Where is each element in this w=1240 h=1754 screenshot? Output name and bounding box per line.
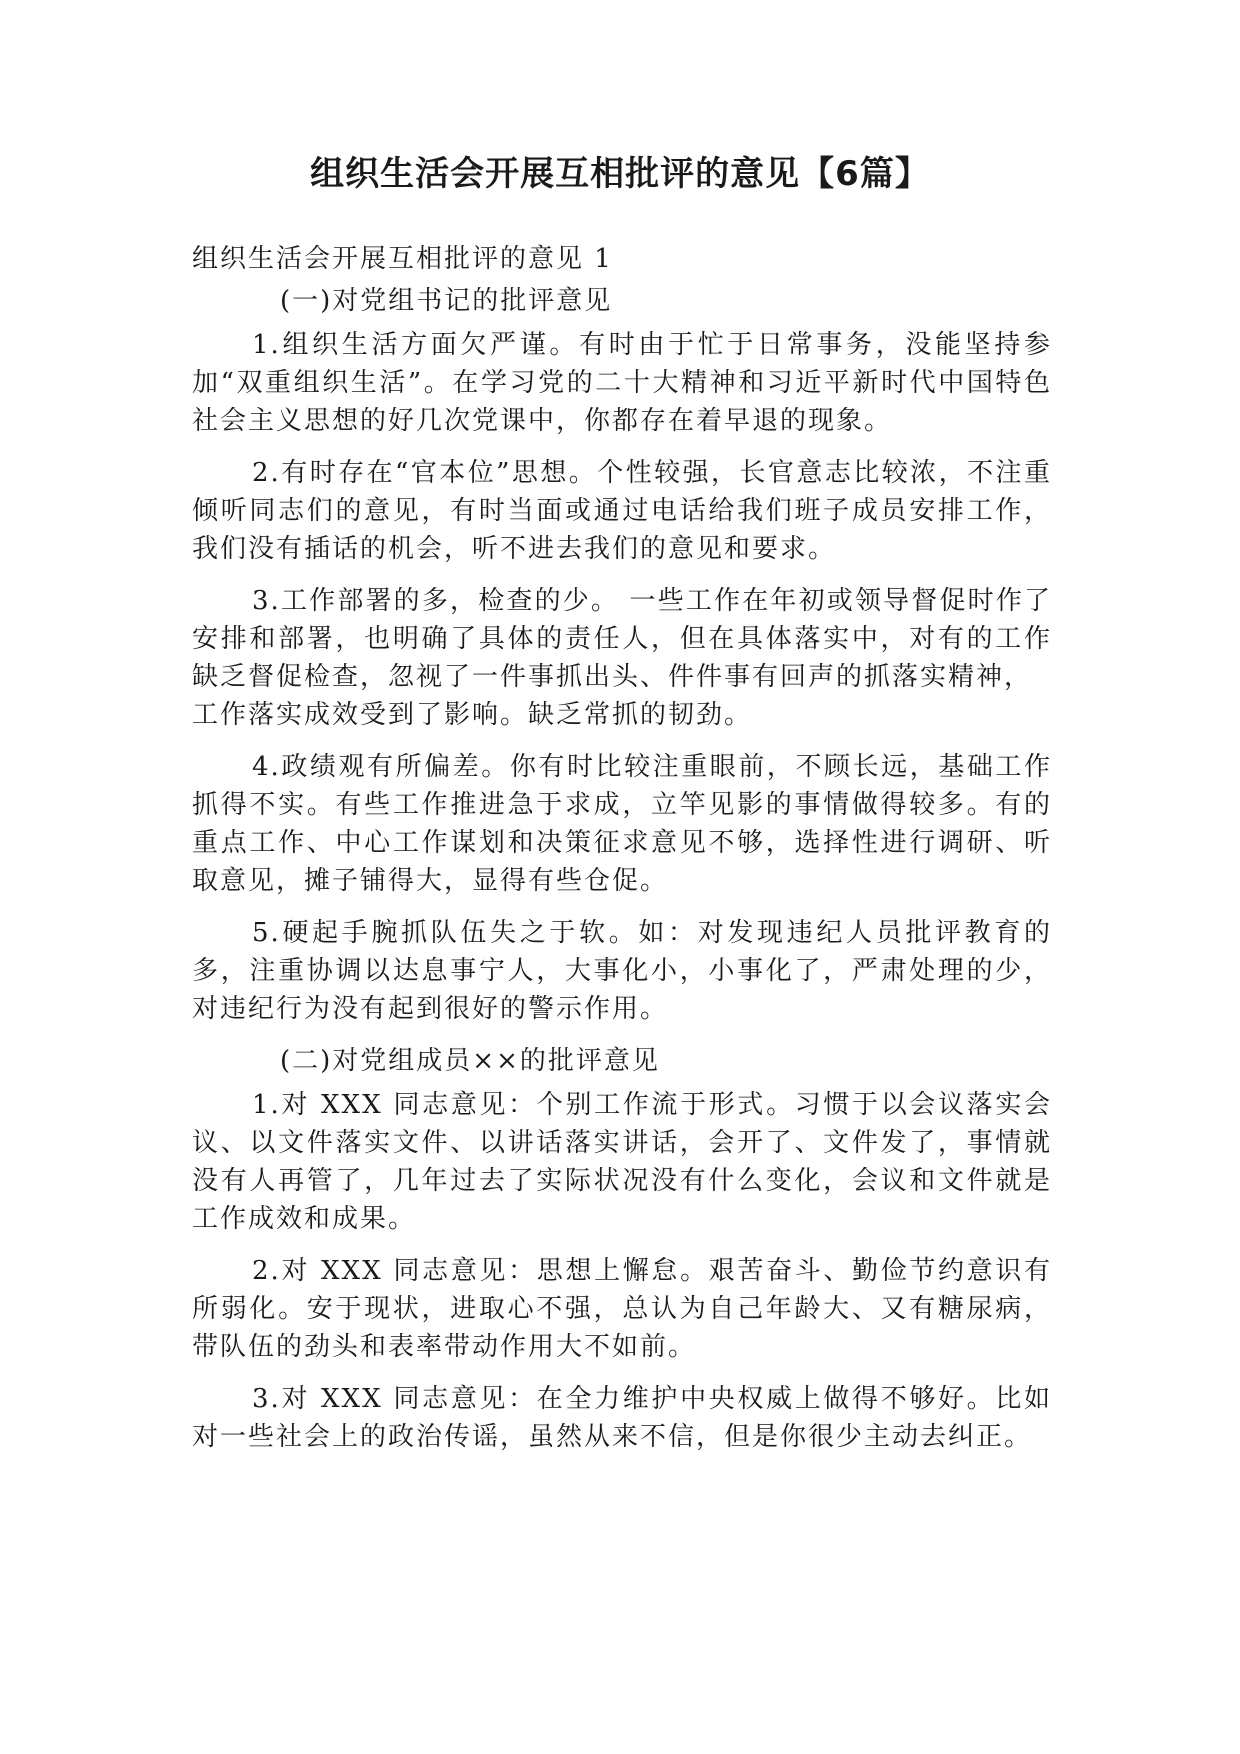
paragraph: 3.工作部署的多，检查的少。 一些工作在年初或领导督促时作了安排和部署，也明确了具体的责任人，但在具体落实中，对有的工作缺乏督促检查，忽视了一件事抓出头、件件事有回声的抓落实精神， [192, 586, 1052, 692]
section-heading-1: (一)对党组书记的批评意见 [280, 286, 613, 316]
paragraph: 1.组织生活方面欠严谨。有时由于忙于日常事务，没能坚持参加“双重组织生活”。在学习党的二十大精神和习近平新时代中国特色社会主义思想的好几次党课中，你都存在着早退的现象。 [192, 330, 1052, 436]
paragraph: 4.政绩观有所偏差。你有时比较注重眼前，不顾长远，基础工作抓得不实。有些工作推进急于求成，立竿见影的事情做得较多。有的重点工作、中心工作谋划和决策征求意见不够，选择性进行调研、听取意见，摊子铺得大，显得有些仓促。 [192, 752, 1052, 896]
document-body [192, 240, 1052, 1470]
paragraph: 3.对 XXX 同志意见：在全力维护中央权威上做得不够好。比如对一些社会上的政治传谣，虽然从来不信，但是你很少主动去纠正。 [192, 1384, 1052, 1452]
paragraph: 2.对 XXX 同志意见：思想上懈怠。艰苦奋斗、勤俭节约意识有所弱化。安于现状，进取心不强，总认为自己年龄大、又有糖尿病，带队伍的劲头和表率带动作用大不如前。 [192, 1256, 1052, 1362]
document-title: 组织生活会开展互相批评的意见【6篇】 [310, 154, 930, 194]
paragraph: 5.硬起手腕抓队伍失之于软。如：对发现违纪人员批评教育的多，注重协调以达息事宁人，大事化小，小事化了，严肃处理的少，对违纪行为没有起到很好的警示作用。 [192, 918, 1052, 1024]
section-heading-2: (二)对党组成员××的批评意见 [280, 1046, 660, 1076]
paragraph-continuation: 工作落实成效受到了影响。缺乏常抓的韧劲。 [192, 700, 753, 730]
paragraph: 2.有时存在“官本位”思想。个性较强，长官意志比较浓，不注重倾听同志们的意见，有时当面或通过电话给我们班子成员安排工作，我们没有插话的机会，听不进去我们的意见和要求。 [192, 458, 1052, 564]
document-subtitle: 组织生活会开展互相批评的意见 1 [192, 244, 613, 274]
paragraph: 1.对 XXX 同志意见：个别工作流于形式。习惯于以会议落实会 议、以文件落实文件、以讲话落实讲话，会开了、文件发了，事情就 没有人再管了，几年过去了实际状况没有什么变化，会议和文件就是 工作成效和成果。 [192, 1090, 1052, 1234]
